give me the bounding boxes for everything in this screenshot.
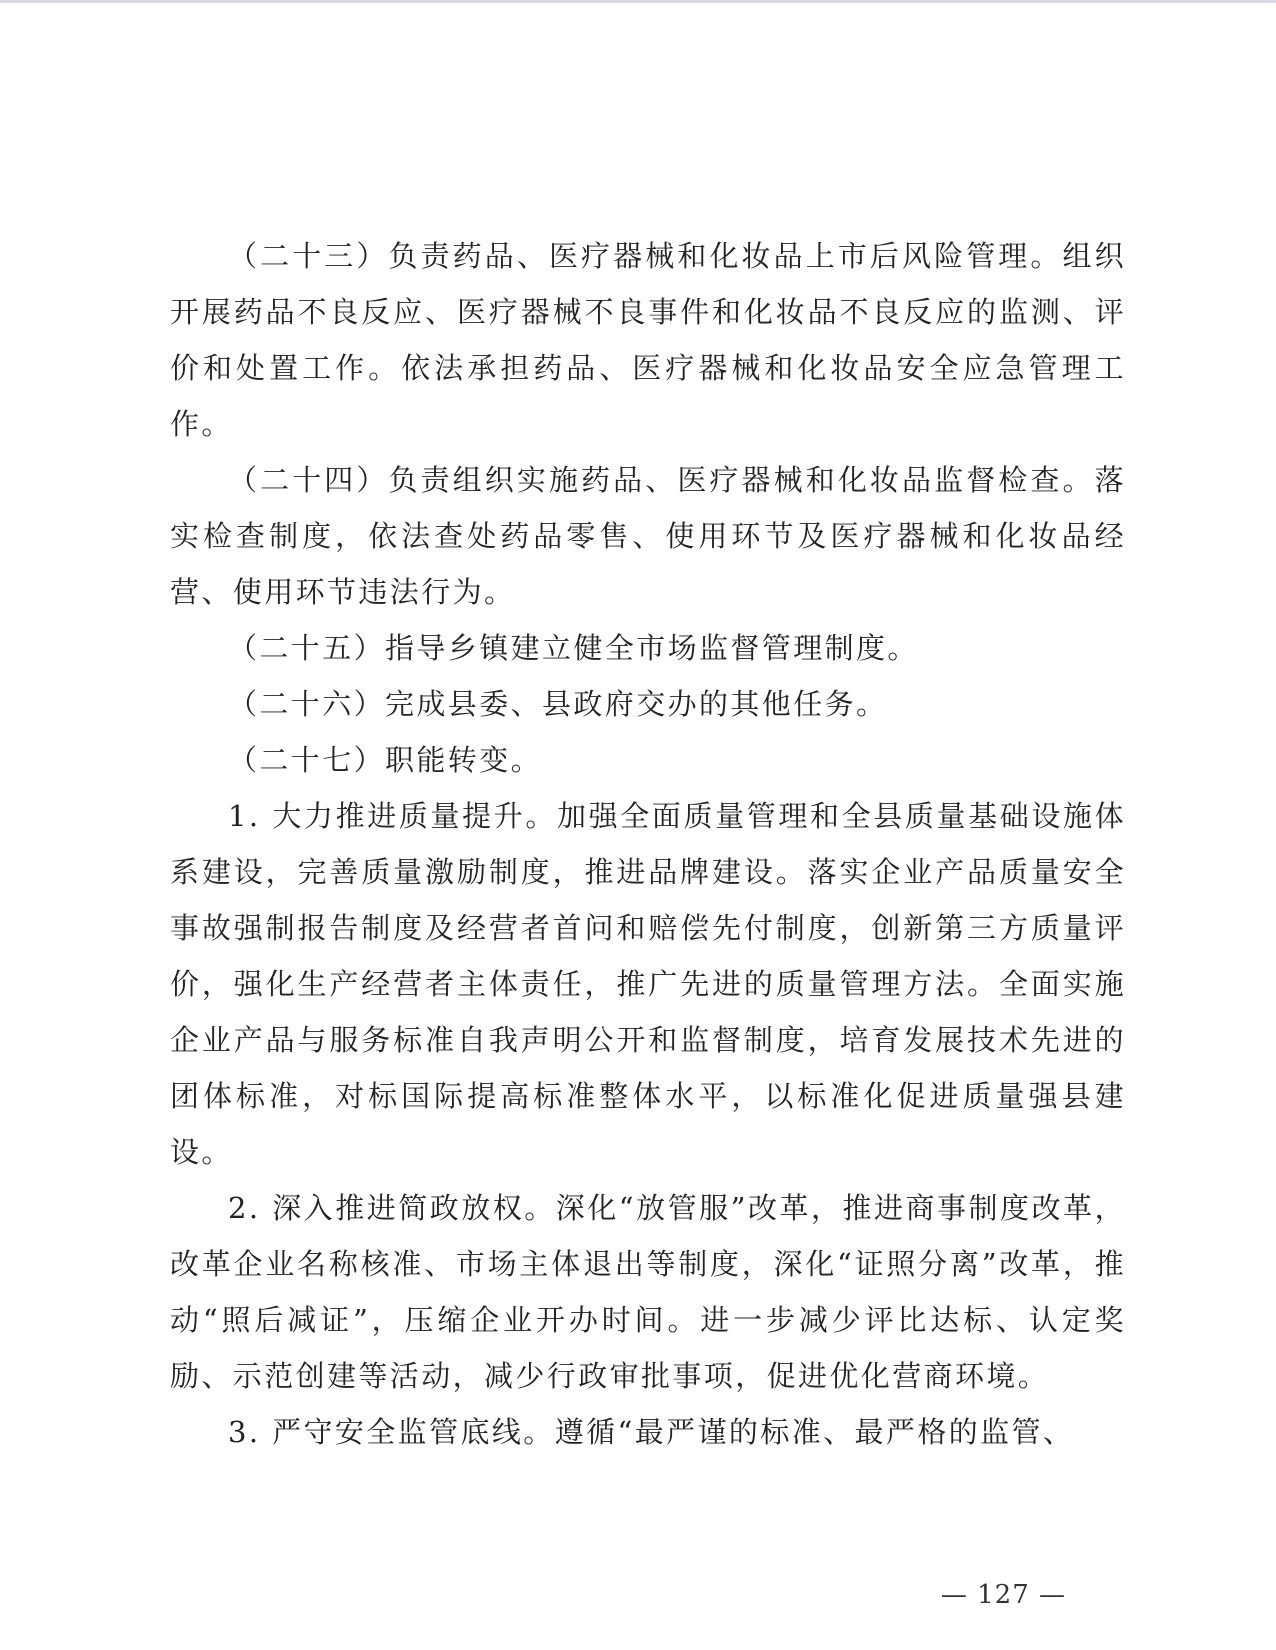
paragraph-23: （二十三）负责药品、医疗器械和化妆品上市后风险管理。组织开展药品不良反应、医疗器械不良事件和化妆品不良反应的监测、评价和处置工作。依法承担药品、医疗器械和化妆品安全应急管理工作。	[170, 239, 1126, 441]
document-body	[170, 228, 1126, 1460]
paragraph-item-1: 1. 大力推进质量提升。加强全面质量管理和全县质量基础设施体系建设，完善质量激励制度，推进品牌建设。落实企业产品质量安全事故强制报告制度及经营者首问和赔偿先付制度，创新第三方质量评价，强化生产经营者主体责任，推广先进的质量管理方法。全面实施企业产品与服务标准自我声明公开和监督制度，培育发展技术先进的团体标准，对标国际提高标准整体水平，以标准化促进质量强县建设。	[170, 799, 1126, 1169]
scan-top-edge	[0, 0, 1276, 3]
paragraph-24: （二十四）负责组织实施药品、医疗器械和化妆品监督检查。落实检查制度，依法查处药品零售、使用环节及医疗器械和化妆品经营、使用环节违法行为。	[170, 463, 1126, 609]
paragraph-25: （二十五）指导乡镇建立健全市场监督管理制度。	[228, 631, 919, 665]
page-number: — 127 —	[940, 1580, 1066, 1610]
paragraph-item-3: 3. 严守安全监管底线。遵循“最严谨的标准、最严格的监管、	[228, 1415, 1075, 1449]
paragraph-item-2: 2. 深入推进简政放权。深化“放管服”改革，推进商事制度改革，改革企业名称核准、市场主体退出等制度，深化“证照分离”改革，推动“照后减证”，压缩企业开办时间。进一步减少评比达标、认定奖励、示范创建等活动，减少行政审批事项，促进优化营商环境。	[170, 1191, 1126, 1393]
paragraph-27: （二十七）职能转变。	[228, 743, 543, 777]
paragraph-26: （二十六）完成县委、县政府交办的其他任务。	[228, 687, 888, 721]
